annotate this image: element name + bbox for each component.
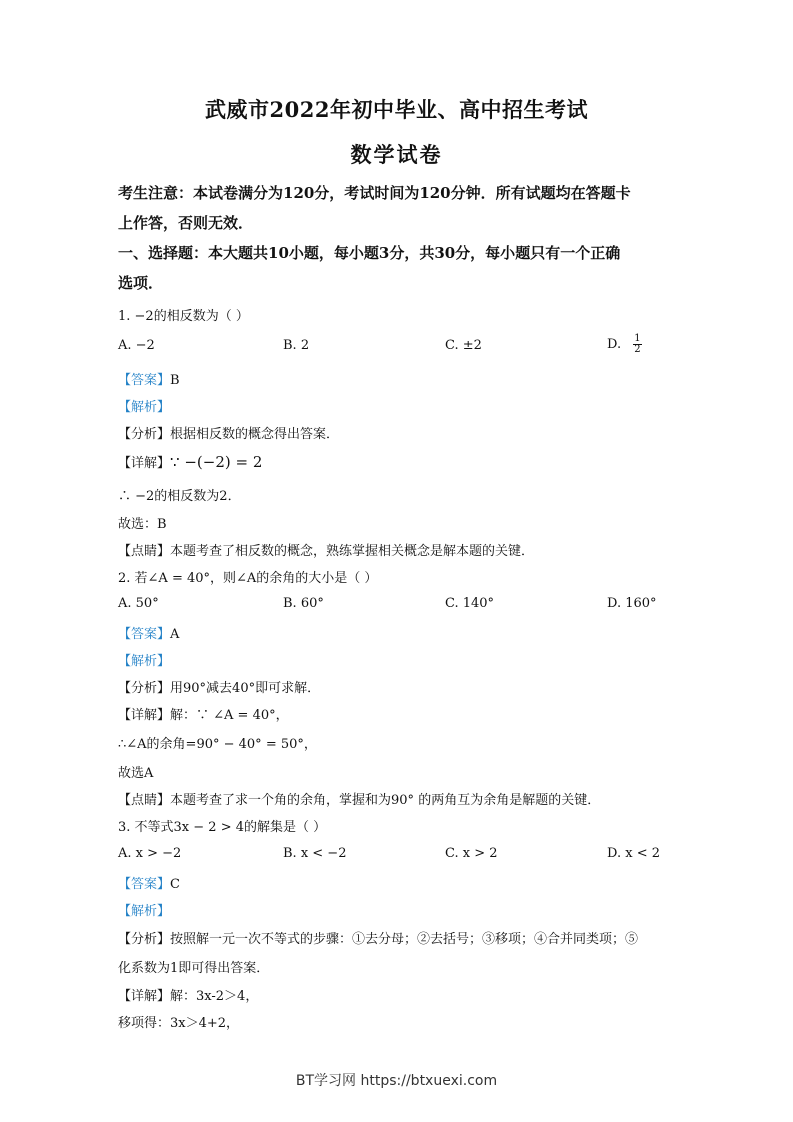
answer-tag: 【答案】 bbox=[118, 877, 171, 892]
q3-option-a: A. x > −2 bbox=[118, 846, 182, 861]
fenxi-tag: 【分析】 bbox=[118, 681, 171, 696]
q1-stem: 1. −2的相反数为（ ） bbox=[118, 309, 249, 324]
fenxi-tag: 【分析】 bbox=[118, 932, 171, 947]
answer-value: C bbox=[170, 877, 180, 892]
fenxi-text: 根据相反数的概念得出答案． bbox=[170, 427, 340, 442]
q3-xiangjie bbox=[118, 985, 258, 1004]
q1-dianjing bbox=[118, 540, 534, 559]
dianjing-text: 本题考查了求一个角的余角，掌握和为90° 的两角互为余角是解题的关键． bbox=[170, 793, 601, 808]
q3-stem: 3. 不等式3x − 2 > 4的解集是（ ） bbox=[118, 820, 327, 835]
notice-line-1: 考生注意：本试卷满分为120分，考试时间为120分钟．所有试题均在答题卡 bbox=[118, 184, 631, 202]
notice-line-2: 上作答，否则无效． bbox=[118, 214, 254, 232]
xiangjie-line: 解：∵ ∠A = 40°， bbox=[170, 708, 289, 723]
answer-tag: 【答案】 bbox=[118, 373, 171, 388]
xiangjie-tag: 【详解】 bbox=[118, 989, 171, 1004]
fenxi-text: 按照解一元一次不等式的步骤：①去分母；②去括号；③移项；④合并同类项；⑤ bbox=[170, 932, 639, 947]
q2-stem: 2. 若∠A = 40°，则∠A的余角的大小是（ ） bbox=[118, 571, 378, 586]
section-heading-line-2: 选项． bbox=[118, 274, 164, 292]
fraction-denominator: 2 bbox=[634, 344, 641, 355]
fenxi-text: 用90°减去40°即可求解． bbox=[170, 681, 321, 696]
q1-option-d-label: D. bbox=[607, 337, 622, 352]
xiangjie-line: 解：3x-2＞4， bbox=[170, 989, 259, 1004]
q1-option-d-fraction bbox=[633, 334, 641, 355]
q3-fenxi-line-2: 化系数为1即可得出答案． bbox=[118, 961, 270, 976]
q2-answer bbox=[118, 623, 179, 642]
q1-option-c: C. ±2 bbox=[445, 338, 482, 353]
fenxi-tag: 【分析】 bbox=[118, 427, 171, 442]
dianjing-text: 本题考查了相反数的概念，熟练掌握相关概念是解本题的关键． bbox=[170, 544, 535, 559]
xiangjie-tag: 【详解】 bbox=[118, 456, 171, 471]
q3-fenxi bbox=[118, 928, 638, 947]
q2-analysis-tag: 【解析】 bbox=[118, 654, 171, 669]
exam-title: 武威市2022年初中毕业、高中招生考试 bbox=[205, 97, 588, 122]
q2-xiangjie-line-2: ∴∠A的余角=90° − 40° = 50°， bbox=[118, 737, 317, 752]
q1-answer bbox=[118, 369, 180, 388]
q1-option-a: A. −2 bbox=[118, 338, 155, 353]
q3-xiangjie-line-2: 移项得：3x＞4+2， bbox=[118, 1016, 240, 1031]
answer-tag: 【答案】 bbox=[118, 627, 171, 642]
exam-subtitle: 数学试卷 bbox=[350, 142, 443, 167]
q2-dianjing bbox=[118, 789, 600, 808]
site-footer: BT学习网 https://btxuexi.com bbox=[295, 1073, 498, 1089]
dianjing-tag: 【点睛】 bbox=[118, 793, 171, 808]
q2-option-d: D. 160° bbox=[607, 596, 657, 611]
q1-xiangjie-line-2: ∴ −2的相反数为2． bbox=[118, 489, 241, 504]
q3-option-c: C. x > 2 bbox=[445, 846, 498, 861]
q1-fenxi bbox=[118, 423, 339, 442]
answer-value: B bbox=[170, 373, 180, 388]
xiangjie-line: ∵ −(−2) = 2 bbox=[170, 453, 263, 471]
dianjing-tag: 【点睛】 bbox=[118, 544, 171, 559]
q2-fenxi bbox=[118, 677, 320, 696]
q1-option-b: B. 2 bbox=[283, 338, 310, 353]
q1-option-d bbox=[607, 334, 642, 355]
q2-option-b: B. 60° bbox=[283, 596, 324, 611]
answer-value: A bbox=[170, 627, 180, 642]
q3-answer bbox=[118, 873, 180, 892]
fraction-numerator: 1 bbox=[634, 333, 641, 344]
q2-option-a: A. 50° bbox=[118, 596, 159, 611]
q2-option-c: C. 140° bbox=[445, 596, 495, 611]
q1-choose: 故选：B bbox=[118, 517, 167, 532]
q1-analysis-tag: 【解析】 bbox=[118, 400, 171, 415]
q1-xiangjie bbox=[118, 452, 262, 471]
xiangjie-tag: 【详解】 bbox=[118, 708, 171, 723]
q3-analysis-tag: 【解析】 bbox=[118, 904, 171, 919]
q2-xiangjie bbox=[118, 704, 289, 723]
q3-option-b: B. x < −2 bbox=[283, 846, 347, 861]
q2-choose: 故选A bbox=[118, 766, 154, 781]
section-heading-line-1: 一、选择题：本大题共10小题，每小题3分，共30分，每小题只有一个正确 bbox=[118, 244, 621, 262]
q3-option-d: D. x < 2 bbox=[607, 846, 660, 861]
